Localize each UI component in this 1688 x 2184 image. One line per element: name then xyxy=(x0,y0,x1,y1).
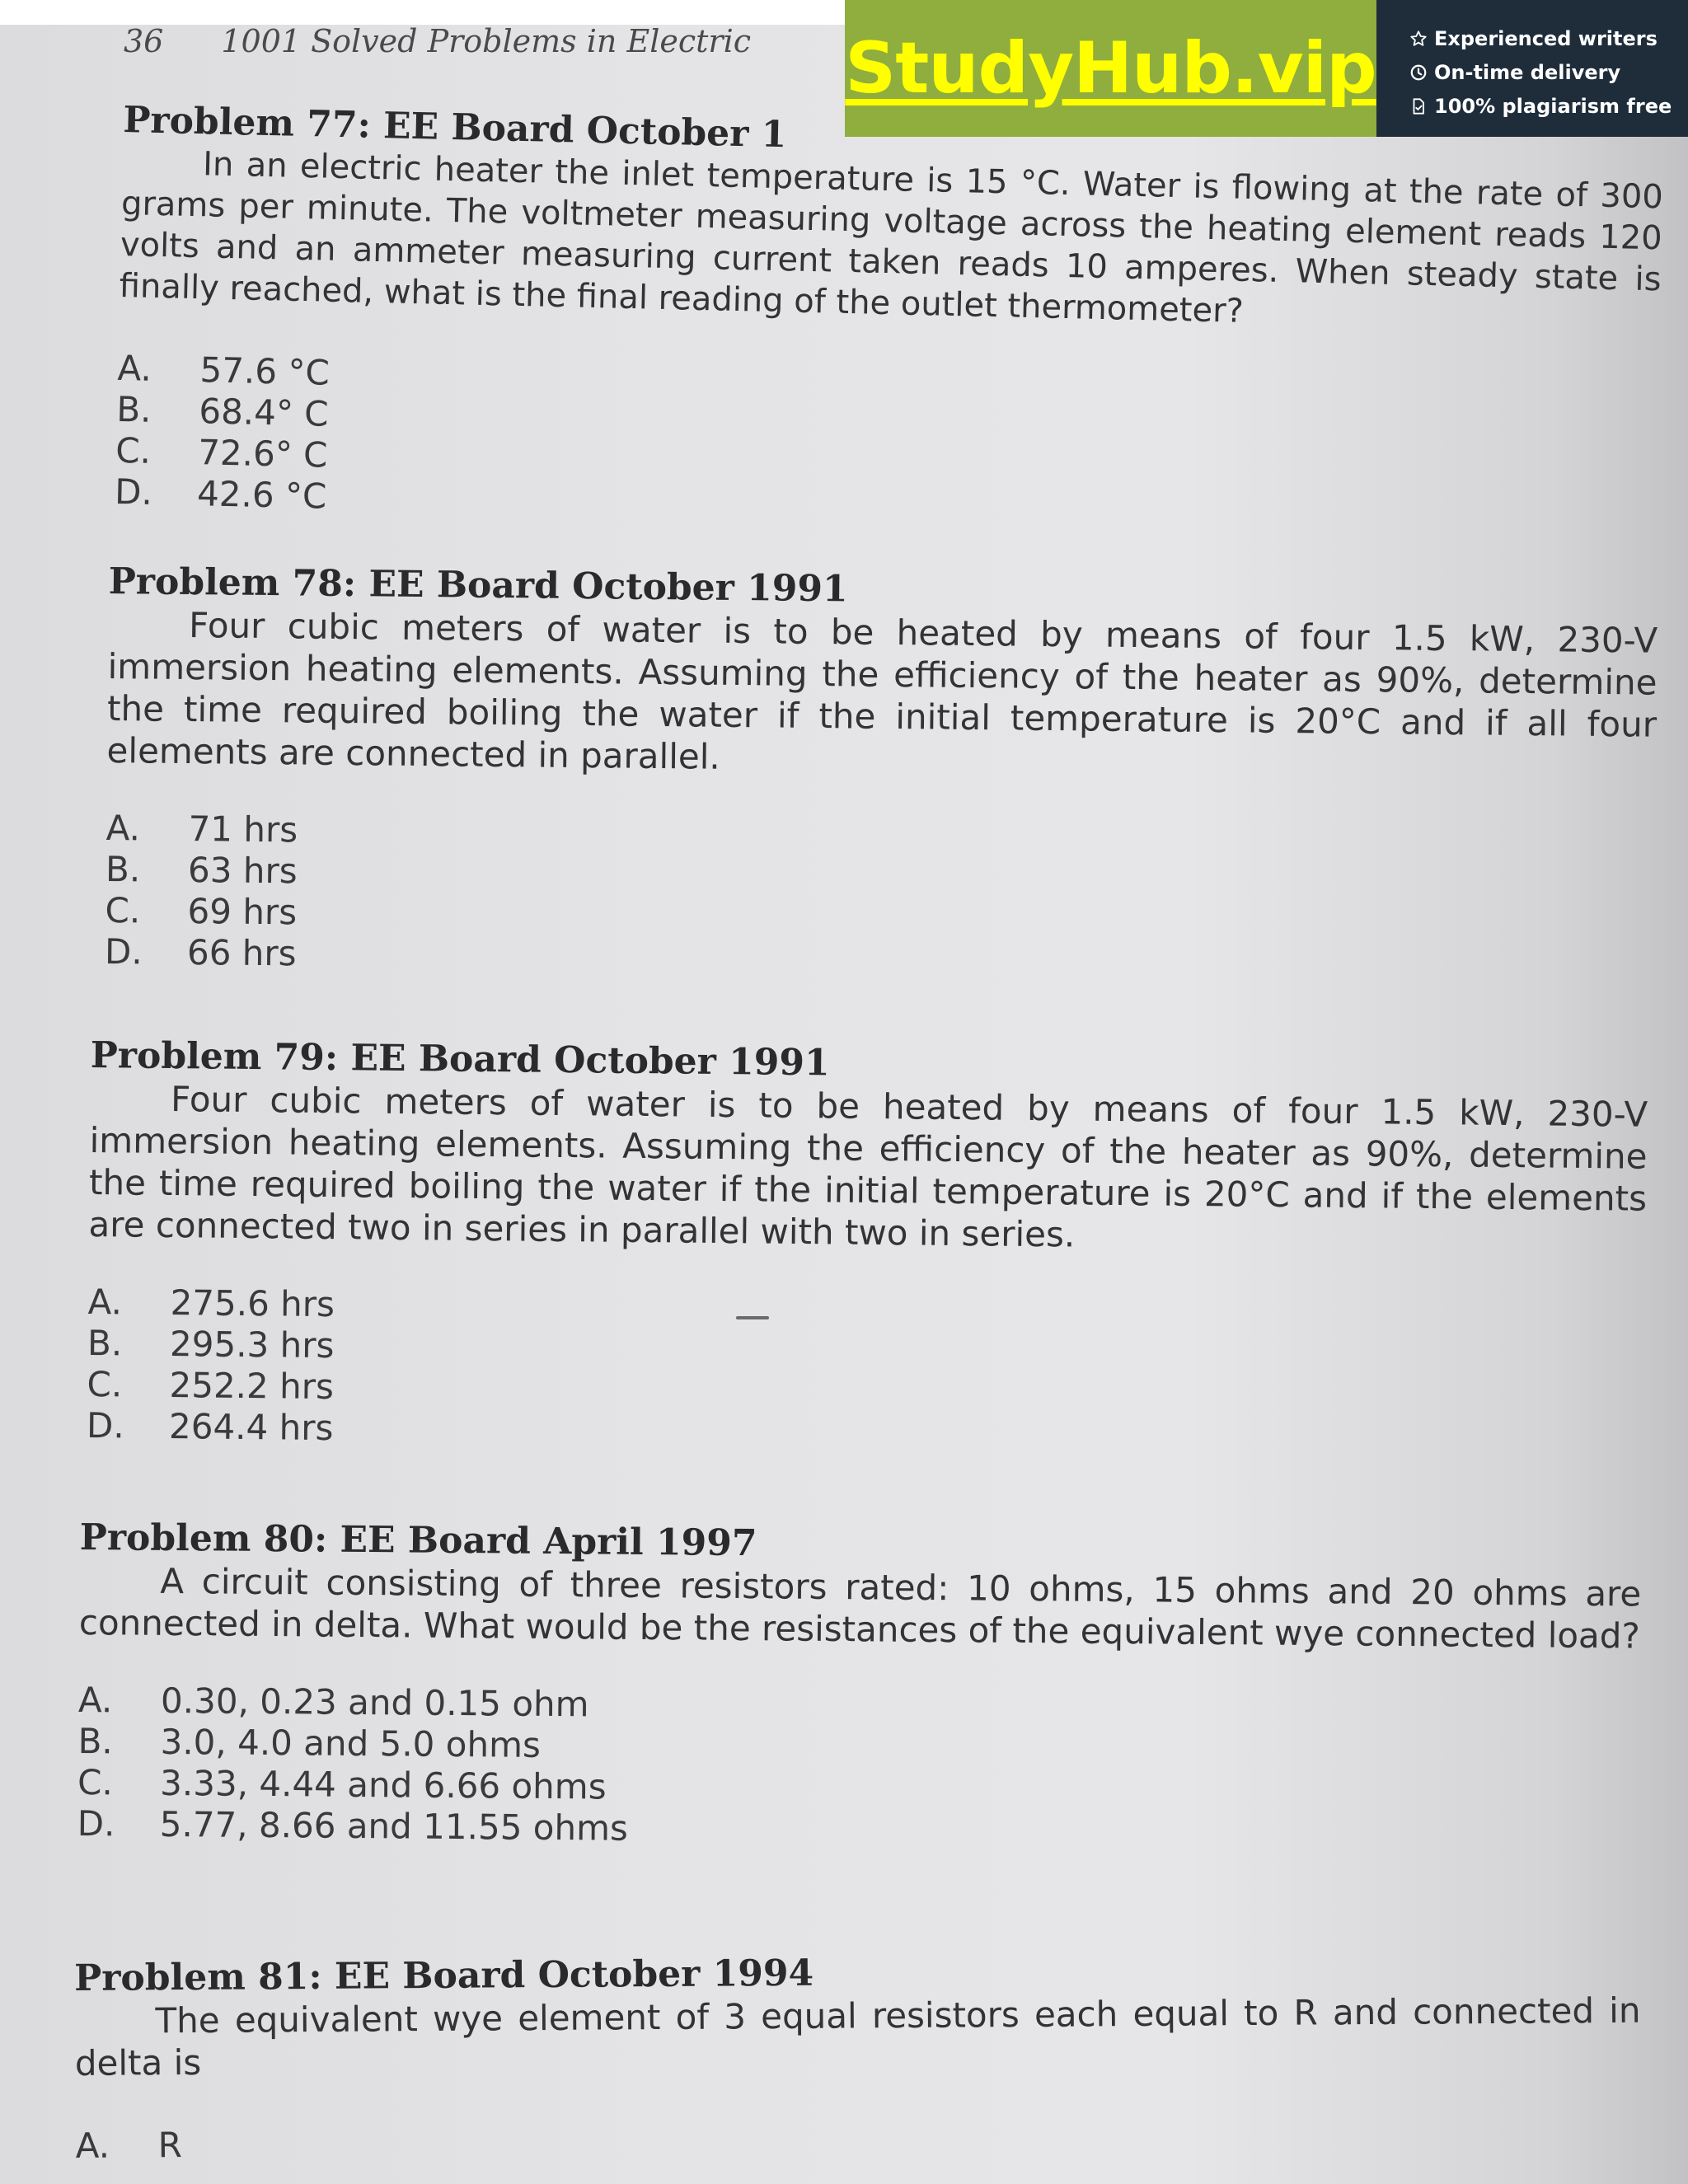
choice-letter: A. xyxy=(87,1281,123,1323)
banner-features-panel xyxy=(1376,0,1688,137)
problem-text xyxy=(119,142,1663,341)
choice-text: 63 hrs xyxy=(187,850,298,892)
choice-text: 0.30, 0.23 and 0.15 ohm xyxy=(160,1680,589,1725)
problem-text xyxy=(88,1077,1648,1262)
choice-text: 3.0, 4.0 and 5.0 ohms xyxy=(160,1721,542,1765)
running-head xyxy=(124,23,751,59)
problem-80 xyxy=(77,1516,1642,1858)
problem-body: The equivalent wye element of 3 equal resistors each equal to R and connected in delta is xyxy=(74,1990,1641,2083)
choice-letter: C. xyxy=(105,889,141,931)
feature-on-time-delivery xyxy=(1409,55,1688,89)
choice-text: 275.6 hrs xyxy=(170,1282,335,1325)
problem-text xyxy=(106,603,1658,788)
choice-text: 42.6 °C xyxy=(196,473,327,517)
choice-letter: C. xyxy=(115,429,152,471)
choice-text: 69 hrs xyxy=(187,891,298,933)
feature-label: Experienced writers xyxy=(1434,26,1658,50)
problem-79 xyxy=(87,1034,1648,1463)
clock-icon xyxy=(1409,63,1428,82)
choice-letter: D. xyxy=(114,471,153,513)
problem-text xyxy=(79,1559,1642,1657)
choice-letter: B. xyxy=(77,1720,114,1762)
problem-heading: Problem 79: EE Board October 1991 xyxy=(90,1034,830,1085)
problem-81 xyxy=(74,1947,1642,2167)
problem-heading: Problem 78: EE Board October 1991 xyxy=(108,560,848,611)
problem-body: Four cubic meters of water is to be heated by means of four 1.5 kW, 230-V immersion heating elements. Assuming the efficiency of the heater as 90%, determine the time required boiling the water if the initial temperature is 20°C and if the elements are connected two in series in parallel with two in series. xyxy=(88,1079,1648,1255)
choice-letter: A. xyxy=(106,807,141,849)
answer-choices xyxy=(77,1680,1641,1858)
choice-letter: A. xyxy=(77,1679,113,1721)
problem-body: In an electric heater the inlet temperature is 15 °C. Water is flowing at the rate of 300 grams per minute. The voltmeter measuring voltage across the heating element reads 120 volts and an ammeter measuring current taken reads 10 amperes. When steady state is finally reached, what is the final reading of the outlet thermometer? xyxy=(119,145,1664,330)
choice-text: 252.2 hrs xyxy=(169,1365,335,1408)
choice-text: 3.33, 4.44 and 6.66 ohms xyxy=(159,1762,607,1807)
choice-letter: D. xyxy=(77,1802,115,1844)
choice-text: 66 hrs xyxy=(186,932,297,974)
choice-text: 5.77, 8.66 and 11.55 ohms xyxy=(159,1803,629,1849)
choice-text: 72.6° C xyxy=(197,432,329,476)
book-title: 1001 Solved Problems in Electric xyxy=(221,23,752,59)
choice-letter: B. xyxy=(115,388,152,430)
problem-77 xyxy=(115,99,1665,547)
studyhub-banner[interactable] xyxy=(845,0,1376,137)
studyhub-logo[interactable]: StudyHub.vip xyxy=(845,27,1376,110)
answer-choices xyxy=(115,348,1659,547)
answer-choices xyxy=(105,808,1656,989)
choice-text: 264.4 hrs xyxy=(168,1406,334,1449)
pen-mark xyxy=(736,1316,769,1319)
choice-letter: B. xyxy=(87,1322,123,1364)
answer-choices xyxy=(87,1282,1646,1463)
choice-text: 295.3 hrs xyxy=(169,1324,335,1366)
choice-text: 57.6 °C xyxy=(199,349,331,393)
problem-text xyxy=(74,1990,1641,2084)
feature-plagiarism-free xyxy=(1409,89,1688,123)
choice-letter: D. xyxy=(104,930,143,972)
choice-text: 71 hrs xyxy=(188,808,298,851)
choice-letter: A. xyxy=(75,2125,110,2166)
problem-heading: Problem 77: EE Board October 1 xyxy=(122,99,787,157)
choice-letter: B. xyxy=(105,848,141,890)
problem-78 xyxy=(105,560,1658,989)
choice-letter: A. xyxy=(117,347,152,389)
choice-letter: C. xyxy=(77,1761,114,1803)
feature-label: On-time delivery xyxy=(1434,60,1621,84)
feature-label: 100% plagiarism free xyxy=(1434,94,1672,118)
problem-body: A circuit consisting of three resistors rated: 10 ohms, 15 ohms and 20 ohms are connected in delta. What would be the resistances of the equivalent wye connected load? xyxy=(78,1560,1642,1657)
feature-experienced-writers xyxy=(1409,21,1688,55)
choice-a xyxy=(75,2115,1641,2167)
problem-body: Four cubic meters of water is to be heated by means of four 1.5 kW, 230-V immersion heating elements. Assuming the efficiency of the heater as 90%, determine the time required boiling the water if the initial temperature is 20°C and if all four elements are connected in parallel. xyxy=(106,605,1658,777)
choice-text: 68.4° C xyxy=(198,391,330,434)
choice-letter: C. xyxy=(87,1363,123,1405)
problem-heading: Problem 80: EE Board April 1997 xyxy=(79,1516,757,1565)
star-outline-icon xyxy=(1409,30,1428,48)
answer-choices xyxy=(75,2115,1641,2167)
choice-letter: D. xyxy=(86,1404,124,1446)
choice-text: R xyxy=(157,2125,182,2166)
problem-heading: Problem 81: EE Board October 1994 xyxy=(74,1952,814,1999)
page-number: 36 xyxy=(124,23,164,59)
document-check-icon xyxy=(1409,97,1428,115)
